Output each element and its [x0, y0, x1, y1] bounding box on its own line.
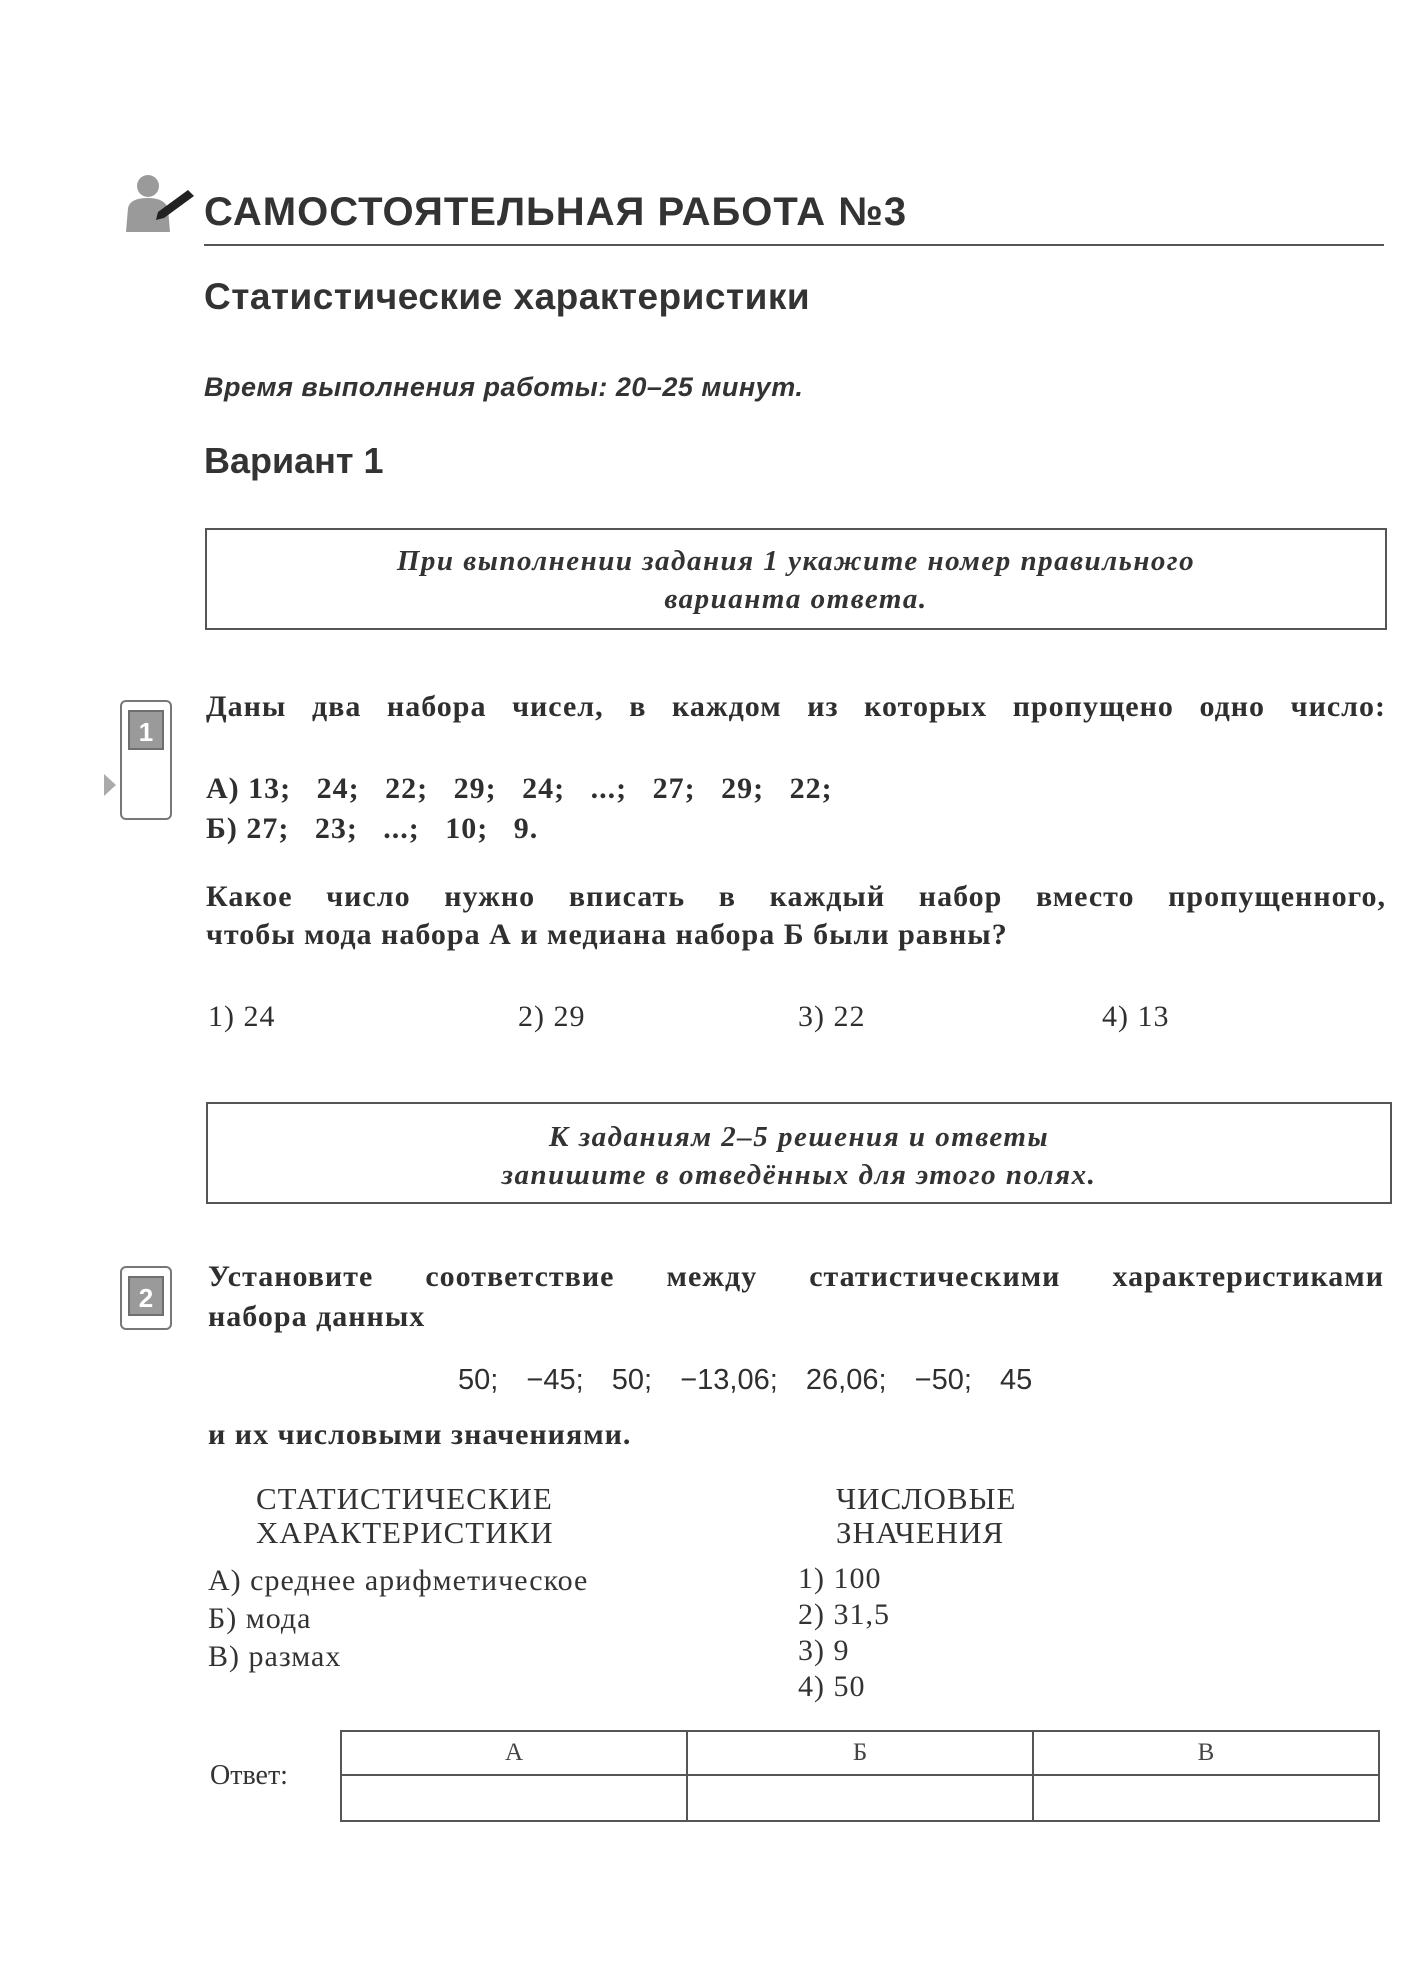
task-2-data-set: 50; −45; 50; −13,06; 26,06; −50; 45 — [458, 1364, 1033, 1396]
characteristic-item: Б) мода — [208, 1602, 312, 1635]
answer-column-header: В — [1033, 1731, 1379, 1775]
characteristic-item: В) размах — [208, 1640, 342, 1673]
instruction-line: варианта ответа. — [664, 583, 928, 615]
task-1-option-4: 4) 13 — [1102, 1000, 1170, 1033]
task-2-question-end: и их числовыми значениями. — [208, 1418, 632, 1451]
answer-cell-a[interactable] — [341, 1775, 687, 1821]
task-1-question-line: Какое число нужно вписать в каждый набор вместо пропущенного, — [206, 880, 1386, 913]
task-1-intro: Даны два набора чисел, в каждом из которых пропущено одно число: — [206, 690, 1386, 723]
value-item: 1) 100 — [798, 1562, 882, 1595]
instruction-line: При выполнении задания 1 укажите номер правильного — [396, 545, 1196, 577]
value-item: 2) 31,5 — [798, 1598, 890, 1631]
values-header: ЗНАЧЕНИЯ — [836, 1515, 1005, 1550]
task-1-option-2: 2) 29 — [518, 1000, 586, 1033]
task-2-number: 2 — [128, 1276, 164, 1316]
task-1-question-line: чтобы мода набора А и медиана набора Б были равны? — [206, 918, 1008, 951]
answer-cell-c[interactable] — [1033, 1775, 1379, 1821]
time-note: Время выполнения работы: 20–25 минут. — [204, 372, 804, 402]
answer-table — [340, 1730, 1380, 1822]
task-1-option-1: 1) 24 — [208, 1000, 276, 1033]
title-divider — [204, 244, 1384, 246]
task-2-question-line: Установите соответствие между статистическими характеристиками — [208, 1260, 1384, 1293]
page-title: САМОСТОЯТЕЛЬНАЯ РАБОТА №3 — [204, 190, 908, 234]
page-subtitle: Статистические характеристики — [204, 276, 811, 317]
characteristics-header: ХАРАКТЕРИСТИКИ — [256, 1515, 554, 1550]
task-2-question-line: набора данных — [208, 1300, 426, 1333]
instruction-box-1 — [205, 528, 1387, 630]
characteristics-header: СТАТИСТИЧЕСКИЕ — [256, 1481, 553, 1516]
task-1-number: 1 — [128, 710, 164, 750]
answer-cell-b[interactable] — [687, 1775, 1033, 1821]
instruction-box-2 — [206, 1102, 1392, 1204]
value-item: 3) 9 — [798, 1634, 850, 1667]
variant-heading: Вариант 1 — [204, 440, 384, 481]
value-item: 4) 50 — [798, 1670, 866, 1703]
task-1-set-a: А) 13; 24; 22; 29; 24; ...; 27; 29; 22; — [206, 772, 833, 805]
task-1-option-3: 3) 22 — [798, 1000, 866, 1033]
answer-column-header: Б — [687, 1731, 1033, 1775]
instruction-line: К заданиям 2–5 решения и ответы — [548, 1121, 1050, 1153]
student-writing-icon — [118, 172, 196, 232]
pointer-arrow-icon — [104, 774, 116, 796]
values-header: ЧИСЛОВЫЕ — [836, 1481, 1017, 1516]
answer-label: Ответ: — [210, 1760, 288, 1791]
instruction-line: запишите в отведённых для этого полях. — [501, 1159, 1097, 1191]
answer-column-header: А — [341, 1731, 687, 1775]
characteristic-item: А) среднее арифметическое — [208, 1564, 589, 1597]
task-1-set-b: Б) 27; 23; ...; 10; 9. — [206, 812, 539, 845]
